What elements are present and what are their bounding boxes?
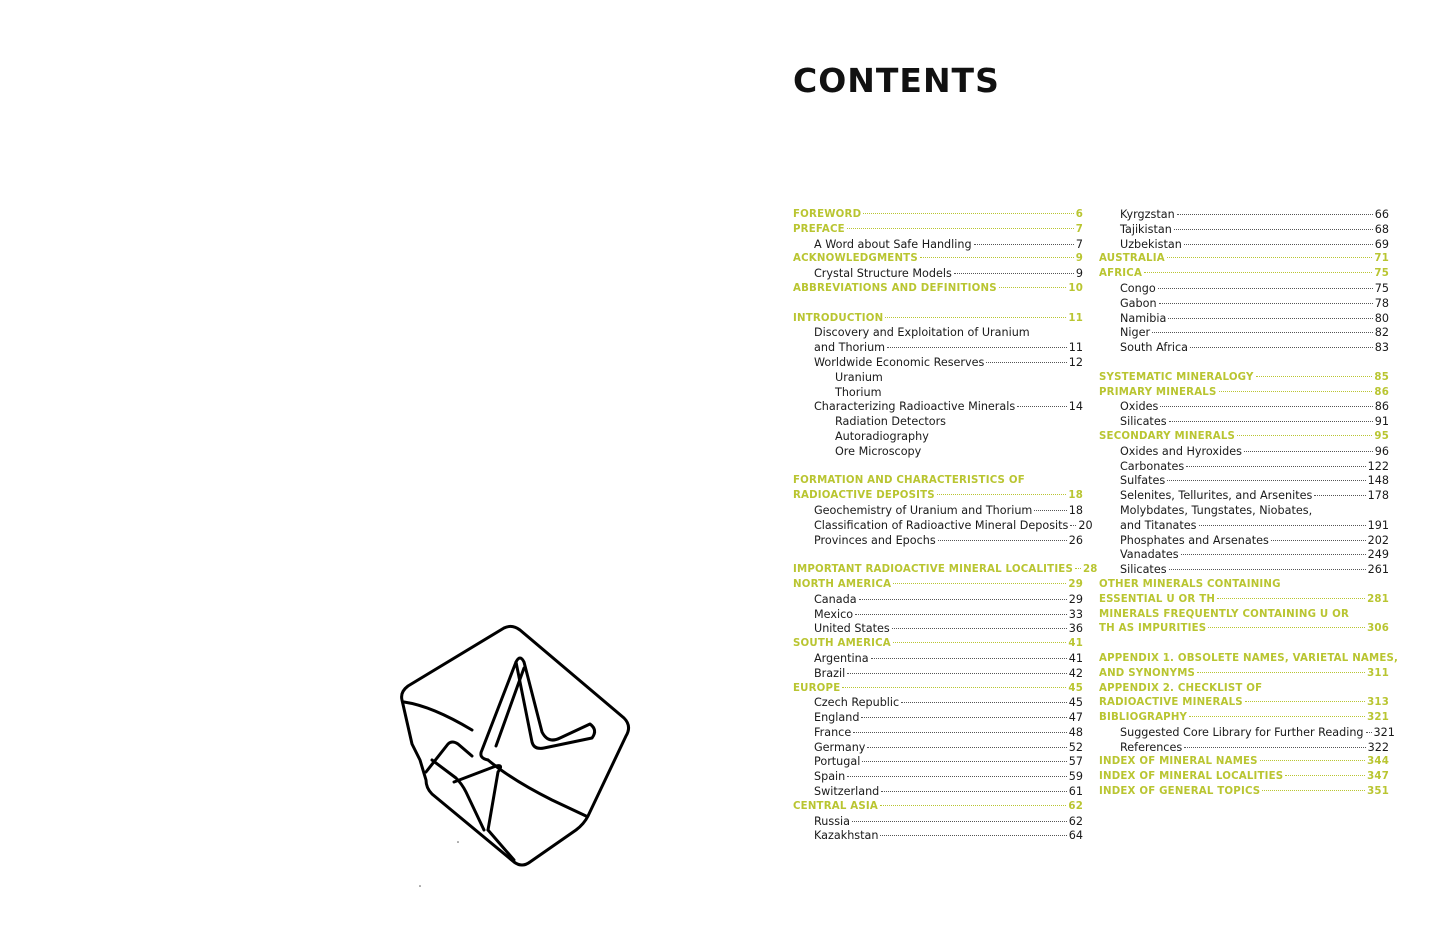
toc-page-number: 42 xyxy=(1068,666,1083,680)
toc-section-entry[interactable] xyxy=(793,489,1083,504)
toc-entry-title: SOUTH AMERICA xyxy=(793,638,891,650)
toc-dot-leader xyxy=(867,747,1066,748)
toc-entry-title: Sulfates xyxy=(1120,474,1166,488)
toc-entry-title: PREFACE xyxy=(793,223,845,235)
toc-dot-leader xyxy=(893,642,1067,643)
toc-spacer xyxy=(1099,356,1389,371)
toc-entry-title: Crystal Structure Models xyxy=(814,267,952,281)
toc-section-entry[interactable] xyxy=(793,800,1083,815)
toc-dot-leader xyxy=(852,821,1067,822)
toc-page-number: 321 xyxy=(1367,712,1389,724)
toc-entry-title: Niger xyxy=(1120,326,1151,340)
toc-column-left xyxy=(793,208,1098,844)
toc-dot-leader xyxy=(1208,627,1365,628)
toc-subsection-entry[interactable] xyxy=(1099,297,1389,312)
toc-page-number: 41 xyxy=(1068,651,1083,665)
toc-subsection-entry[interactable] xyxy=(1099,400,1389,415)
toc-page-number: 26 xyxy=(1068,533,1083,547)
toc-section-entry[interactable] xyxy=(1099,696,1389,711)
toc-entry-title: Phosphates and Arsenates xyxy=(1120,533,1269,547)
toc-page-number: 12 xyxy=(1068,355,1083,369)
toc-page-number: 95 xyxy=(1374,430,1389,442)
toc-entry-title: Discovery and Exploitation of Uranium xyxy=(814,326,1030,340)
toc-section-entry[interactable] xyxy=(1099,667,1389,682)
toc-subsection-entry[interactable] xyxy=(793,356,1083,371)
toc-dot-leader xyxy=(999,287,1067,288)
toc-page-number: 351 xyxy=(1367,786,1389,798)
toc-page-number: 9 xyxy=(1075,267,1083,281)
toc-page-number: 41 xyxy=(1068,638,1083,650)
toc-dot-leader xyxy=(1244,451,1373,452)
toc-dot-leader xyxy=(1169,421,1373,422)
toc-section-entry[interactable] xyxy=(793,578,1083,593)
toc-dot-leader xyxy=(1159,303,1373,304)
toc-page-number: 18 xyxy=(1068,503,1083,517)
toc-page-number: 29 xyxy=(1068,592,1083,606)
toc-entry-title: Ore Microscopy xyxy=(835,444,922,458)
toc-subsection-entry[interactable] xyxy=(793,445,1083,460)
toc-page-number: 14 xyxy=(1068,400,1083,414)
toc-spacer xyxy=(793,548,1083,563)
toc-subsection-entry[interactable] xyxy=(1099,548,1389,563)
toc-page-number: 85 xyxy=(1374,371,1389,383)
toc-section-entry[interactable] xyxy=(1099,608,1389,623)
toc-dot-leader xyxy=(938,540,1067,541)
toc-entry-title: Carbonates xyxy=(1120,459,1185,473)
toc-page-number: 313 xyxy=(1367,697,1389,709)
toc-subsection-entry[interactable] xyxy=(793,785,1083,800)
toc-section-entry[interactable] xyxy=(1099,770,1389,785)
toc-entry-title: ACKNOWLEDGMENTS xyxy=(793,253,918,265)
toc-section-entry[interactable] xyxy=(1099,371,1389,386)
toc-entry-title: Mexico xyxy=(814,607,854,621)
toc-section-entry[interactable] xyxy=(1099,711,1389,726)
toc-entry-title: ABBREVIATIONS AND DEFINITIONS xyxy=(793,282,997,294)
toc-section-entry[interactable] xyxy=(793,252,1083,267)
toc-entry-title: South Africa xyxy=(1120,341,1188,355)
toc-entry-title: Spain xyxy=(814,770,846,784)
toc-page-number: 202 xyxy=(1367,533,1389,547)
toc-section-entry[interactable] xyxy=(1099,267,1389,282)
toc-subsection-entry[interactable] xyxy=(1099,341,1389,356)
toc-subsection-entry[interactable] xyxy=(793,741,1083,756)
toc-page-number: 322 xyxy=(1367,740,1389,754)
toc-subsection-entry[interactable] xyxy=(793,696,1083,711)
toc-subsection-entry[interactable] xyxy=(793,815,1083,830)
toc-entry-title: INTRODUCTION xyxy=(793,312,884,324)
toc-page-number: 306 xyxy=(1367,623,1389,635)
toc-entry-title: Germany xyxy=(814,740,866,754)
toc-page-number: 80 xyxy=(1374,311,1389,325)
toc-spacer xyxy=(793,460,1083,475)
toc-subsection-entry[interactable] xyxy=(793,238,1083,253)
toc-entry-title: Kyrgzstan xyxy=(1120,208,1175,221)
toc-entry-title: Oxides and Hyroxides xyxy=(1120,444,1242,458)
toc-entry-title: MINERALS FREQUENTLY CONTAINING U OR xyxy=(1099,608,1350,620)
toc-subsection-entry[interactable] xyxy=(793,667,1083,682)
toc-entry-title: AND SYNONYMS xyxy=(1099,667,1196,679)
toc-page-number: 11 xyxy=(1068,341,1083,355)
toc-section-entry[interactable] xyxy=(1099,578,1389,593)
toc-section-entry[interactable] xyxy=(793,223,1083,238)
toc-entry-title: CENTRAL ASIA xyxy=(793,800,878,812)
toc-section-entry[interactable] xyxy=(1099,430,1389,445)
toc-dot-leader xyxy=(1366,732,1372,733)
toc-entry-title: Namibia xyxy=(1120,311,1167,325)
toc-entry-title: Tajikistan xyxy=(1120,222,1172,236)
toc-entry-title: Autoradiography xyxy=(835,429,929,443)
toc-dot-leader xyxy=(1160,406,1372,407)
toc-dot-leader xyxy=(893,583,1066,584)
toc-entry-title: FORMATION AND CHARACTERISTICS OF xyxy=(793,475,1025,487)
toc-entry-title: BIBLIOGRAPHY xyxy=(1099,712,1188,724)
toc-entry-title: Geochemistry of Uranium and Thorium xyxy=(814,503,1033,517)
toc-subsection-entry[interactable] xyxy=(1099,460,1389,475)
toc-entry-title: FOREWORD xyxy=(793,209,862,220)
toc-entry-title: Molybdates, Tungstates, Niobates, xyxy=(1120,503,1313,517)
toc-entry-title: ESSENTIAL U OR TH xyxy=(1099,593,1216,605)
toc-page-number: 347 xyxy=(1367,771,1389,783)
toc-page-number: 86 xyxy=(1374,400,1389,414)
toc-page-number: 91 xyxy=(1374,415,1389,429)
toc-dot-leader xyxy=(1034,510,1066,511)
toc-page-number: 11 xyxy=(1068,312,1083,324)
toc-section-entry[interactable] xyxy=(793,474,1083,489)
toc-entry-title: Congo xyxy=(1120,281,1156,295)
toc-dot-leader xyxy=(885,317,1066,318)
toc-page-number: 52 xyxy=(1068,740,1083,754)
toc-section-entry[interactable] xyxy=(793,637,1083,652)
toc-subsection-entry[interactable] xyxy=(793,400,1083,415)
crystal-drawing-icon xyxy=(392,620,637,872)
toc-subsection-entry[interactable] xyxy=(793,326,1083,341)
toc-section-entry[interactable] xyxy=(1099,252,1389,267)
toc-section-entry[interactable] xyxy=(1099,755,1389,770)
toc-dot-leader xyxy=(1181,554,1366,555)
toc-entry-title: A Word about Safe Handling xyxy=(814,237,972,251)
toc-dot-leader xyxy=(1186,466,1365,467)
toc-dot-leader xyxy=(881,791,1066,792)
toc-subsection-entry[interactable] xyxy=(793,593,1083,608)
toc-entry-title: References xyxy=(1120,740,1183,754)
toc-page-number: 68 xyxy=(1374,222,1389,236)
toc-entry-title: Silicates xyxy=(1120,415,1167,429)
toc-dot-leader xyxy=(1197,672,1365,673)
toc-page-number: 69 xyxy=(1374,237,1389,251)
toc-entry-title: France xyxy=(814,725,852,739)
toc-dot-leader xyxy=(853,732,1067,733)
toc-page-number: 6 xyxy=(1075,209,1083,220)
toc-page-number: 36 xyxy=(1068,622,1083,636)
toc-dot-leader xyxy=(880,835,1066,836)
toc-entry-title: Characterizing Radioactive Minerals xyxy=(814,400,1016,414)
toc-entry-title: NORTH AMERICA xyxy=(793,578,892,590)
toc-page-number: 148 xyxy=(1367,474,1389,488)
toc-subsection-entry[interactable] xyxy=(793,386,1083,401)
toc-subsection-entry[interactable] xyxy=(793,518,1093,534)
toc-section-entry[interactable] xyxy=(793,208,1083,223)
toc-subsection-entry[interactable] xyxy=(1099,725,1395,741)
toc-page-number: 178 xyxy=(1367,489,1389,503)
toc-dot-leader xyxy=(1152,332,1373,333)
toc-page-number: 191 xyxy=(1367,518,1389,532)
toc-entry-title: IMPORTANT RADIOACTIVE MINERAL LOCALITIES xyxy=(793,564,1074,576)
toc-page-number: 59 xyxy=(1068,770,1083,784)
toc-dot-leader xyxy=(1017,406,1067,407)
toc-section-entry[interactable] xyxy=(1099,785,1389,800)
toc-subsection-entry[interactable] xyxy=(793,608,1083,623)
toc-page-number: 29 xyxy=(1068,578,1083,590)
toc-page-number: 62 xyxy=(1068,814,1083,828)
toc-dot-leader xyxy=(1169,569,1366,570)
toc-dot-leader xyxy=(1167,257,1373,258)
toc-subsection-entry[interactable] xyxy=(793,430,1083,445)
toc-dot-leader xyxy=(901,702,1067,703)
toc-dot-leader xyxy=(1256,376,1373,377)
toc-entry-title: RADIOACTIVE MINERALS xyxy=(1099,697,1243,709)
toc-entry-title: PRIMARY MINERALS xyxy=(1099,386,1217,398)
toc-entry-title: Classification of Radioactive Mineral Deposits xyxy=(814,518,1069,532)
toc-dot-leader xyxy=(1158,288,1373,289)
toc-dot-leader xyxy=(974,244,1074,245)
toc-page-number: 57 xyxy=(1068,755,1083,769)
toc-subsection-entry[interactable] xyxy=(1099,474,1389,489)
toc-page-number: 61 xyxy=(1068,785,1083,799)
toc-dot-leader xyxy=(847,228,1074,229)
toc-section-entry[interactable] xyxy=(1099,682,1389,697)
toc-dot-leader xyxy=(920,257,1074,258)
toc-entry-title: Argentina xyxy=(814,651,869,665)
toc-subsection-entry[interactable] xyxy=(1099,223,1389,238)
toc-page-number: 48 xyxy=(1068,725,1083,739)
toc-page-number: 10 xyxy=(1068,282,1083,294)
toc-spacer xyxy=(793,297,1083,312)
toc-subsection-entry[interactable] xyxy=(793,415,1083,430)
toc-section-entry[interactable] xyxy=(1099,593,1389,608)
toc-page-number: 83 xyxy=(1374,341,1389,355)
toc-dot-leader xyxy=(871,658,1067,659)
toc-dot-leader xyxy=(1219,391,1373,392)
toc-subsection-entry[interactable] xyxy=(793,770,1083,785)
toc-dot-leader xyxy=(847,673,1067,674)
toc-dot-leader xyxy=(842,687,1066,688)
toc-subsection-entry[interactable] xyxy=(1099,445,1389,460)
toc-dot-leader xyxy=(1262,790,1365,791)
toc-subsection-entry[interactable] xyxy=(793,755,1083,770)
toc-dot-leader xyxy=(1260,760,1365,761)
toc-page-number: 33 xyxy=(1068,607,1083,621)
toc-section-entry[interactable] xyxy=(793,312,1083,327)
toc-entry-title: OTHER MINERALS CONTAINING xyxy=(1099,578,1281,590)
toc-section-entry[interactable] xyxy=(793,682,1083,697)
toc-entry-title: and Thorium xyxy=(814,341,886,355)
toc-page-number: 75 xyxy=(1374,268,1389,280)
toc-dot-leader xyxy=(1199,525,1366,526)
toc-page-number: 86 xyxy=(1374,386,1389,398)
toc-page-number: 122 xyxy=(1367,459,1389,473)
toc-dot-leader xyxy=(1184,747,1365,748)
toc-subsection-entry[interactable] xyxy=(793,829,1083,844)
toc-entry-title: Radiation Detectors xyxy=(835,415,947,429)
toc-page-number: 321 xyxy=(1373,725,1395,739)
toc-entry-title: Uzbekistan xyxy=(1120,237,1182,251)
toc-section-entry[interactable] xyxy=(793,282,1083,297)
toc-page-number: 47 xyxy=(1068,711,1083,725)
toc-dot-leader xyxy=(1189,716,1365,717)
toc-dot-leader xyxy=(1168,318,1372,319)
toc-entry-title: Switzerland xyxy=(814,785,880,799)
toc-entry-title: Thorium xyxy=(835,385,882,399)
toc-dot-leader xyxy=(887,347,1067,348)
toc-entry-title: Kazakhstan xyxy=(814,829,879,843)
toc-page-number: 78 xyxy=(1374,296,1389,310)
toc-dot-leader xyxy=(892,628,1067,629)
toc-entry-title: Worldwide Economic Reserves xyxy=(814,355,985,369)
toc-entry-title: Silicates xyxy=(1120,563,1167,577)
toc-subsection-entry[interactable] xyxy=(793,622,1083,637)
toc-dot-leader xyxy=(954,273,1074,274)
toc-subsection-entry[interactable] xyxy=(1099,741,1389,756)
toc-dot-leader xyxy=(861,717,1066,718)
toc-column-right xyxy=(1099,208,1399,800)
toc-dot-leader xyxy=(859,599,1067,600)
toc-section-entry[interactable] xyxy=(1099,622,1389,637)
toc-subsection-entry[interactable] xyxy=(1099,519,1389,534)
toc-section-entry[interactable] xyxy=(1099,652,1399,667)
toc-entry-title: SYSTEMATIC MINERALOGY xyxy=(1099,371,1254,383)
toc-entry-title: Suggested Core Library for Further Reading xyxy=(1120,725,1364,739)
toc-dot-leader xyxy=(1190,347,1373,348)
toc-dot-leader xyxy=(1237,435,1372,436)
toc-entry-title: Gabon xyxy=(1120,296,1157,310)
toc-dot-leader xyxy=(1285,775,1365,776)
toc-dot-leader xyxy=(1144,272,1372,273)
toc-subsection-entry[interactable] xyxy=(1099,563,1389,578)
toc-page-number: 281 xyxy=(1367,593,1389,605)
toc-page-number: 344 xyxy=(1367,756,1389,768)
toc-spacer xyxy=(1099,637,1389,652)
toc-subsection-entry[interactable] xyxy=(1099,282,1389,297)
toc-dot-leader xyxy=(855,614,1067,615)
toc-page-number: 249 xyxy=(1367,548,1389,562)
toc-subsection-entry[interactable] xyxy=(793,504,1083,519)
toc-entry-title: AFRICA xyxy=(1099,268,1143,280)
toc-entry-title: Brazil xyxy=(814,666,846,680)
toc-page-number: 18 xyxy=(1068,490,1083,502)
toc-subsection-entry[interactable] xyxy=(793,267,1083,282)
toc-subsection-entry[interactable] xyxy=(1099,208,1389,223)
page-title: CONTENTS xyxy=(793,61,1000,100)
toc-dot-leader xyxy=(847,776,1066,777)
toc-dot-leader xyxy=(1167,480,1365,481)
toc-page-number: 82 xyxy=(1374,326,1389,340)
toc-entry-title: EUROPE xyxy=(793,682,841,694)
toc-entry-title: England xyxy=(814,711,860,725)
toc-entry-title: Uranium xyxy=(835,370,883,384)
toc-subsection-entry[interactable] xyxy=(1099,238,1389,253)
toc-page-number: 64 xyxy=(1068,829,1083,843)
toc-dot-leader xyxy=(1177,214,1373,215)
toc-entry-title: APPENDIX 2. CHECKLIST OF xyxy=(1099,682,1263,694)
toc-entry-title: Vanadates xyxy=(1120,548,1179,562)
toc-dot-leader xyxy=(862,761,1066,762)
toc-subsection-entry[interactable] xyxy=(1099,489,1389,504)
toc-entry-title: and Titanates xyxy=(1120,518,1197,532)
toc-entry-title: Russia xyxy=(814,814,850,828)
toc-entry-title: INDEX OF GENERAL TOPICS xyxy=(1099,786,1261,798)
toc-subsection-entry[interactable] xyxy=(793,341,1083,356)
toc-subsection-entry[interactable] xyxy=(1099,534,1389,549)
toc-subsection-entry[interactable] xyxy=(1099,326,1389,341)
toc-dot-leader xyxy=(1174,229,1373,230)
toc-entry-title: Oxides xyxy=(1120,400,1159,414)
toc-entry-title: Portugal xyxy=(814,755,861,769)
toc-entry-title: Selenites, Tellurites, and Arsenites xyxy=(1120,489,1313,503)
toc-subsection-entry[interactable] xyxy=(1099,415,1389,430)
toc-subsection-entry[interactable] xyxy=(1099,504,1389,519)
toc-entry-title: RADIOACTIVE DEPOSITS xyxy=(793,490,935,502)
toc-page-number: 75 xyxy=(1374,281,1389,295)
toc-subsection-entry[interactable] xyxy=(793,711,1083,726)
toc-dot-leader xyxy=(1075,568,1081,569)
toc-page-number: 62 xyxy=(1068,800,1083,812)
toc-page-number: 66 xyxy=(1374,208,1389,221)
toc-subsection-entry[interactable] xyxy=(793,652,1083,667)
toc-entry-title: APPENDIX 1. OBSOLETE NAMES, VARIETAL NAMES, xyxy=(1099,652,1399,664)
toc-section-entry[interactable] xyxy=(1099,386,1389,401)
toc-page-number: 7 xyxy=(1075,237,1083,251)
toc-entry-title: Canada xyxy=(814,592,857,606)
toc-subsection-entry[interactable] xyxy=(793,726,1083,741)
toc-entry-title: TH AS IMPURITIES xyxy=(1099,623,1207,635)
toc-entry-title: Provinces and Epochs xyxy=(814,533,936,547)
toc-dot-leader xyxy=(863,213,1073,214)
toc-dot-leader xyxy=(880,805,1066,806)
toc-entry-title: SECONDARY MINERALS xyxy=(1099,430,1236,442)
toc-dot-leader xyxy=(1271,540,1366,541)
toc-subsection-entry[interactable] xyxy=(1099,312,1389,327)
toc-dot-leader xyxy=(1245,701,1365,702)
toc-entry-title: AUSTRALIA xyxy=(1099,253,1165,265)
toc-page-number: 261 xyxy=(1367,563,1389,577)
toc-dot-leader xyxy=(1070,525,1076,526)
toc-page-number: 71 xyxy=(1374,253,1389,265)
toc-section-entry[interactable] xyxy=(793,563,1098,578)
toc-page-number: 20 xyxy=(1078,518,1093,532)
toc-page-number: 28 xyxy=(1083,564,1098,576)
toc-page-number: 96 xyxy=(1374,444,1389,458)
toc-dot-leader xyxy=(937,494,1067,495)
toc-dot-leader xyxy=(986,362,1066,363)
toc-dot-leader xyxy=(1184,244,1373,245)
toc-page-number: 45 xyxy=(1068,682,1083,694)
toc-entry-title: INDEX OF MINERAL LOCALITIES xyxy=(1099,771,1284,783)
toc-subsection-entry[interactable] xyxy=(793,534,1083,549)
toc-dot-leader xyxy=(1217,598,1365,599)
toc-page-number: 7 xyxy=(1075,223,1083,235)
toc-entry-title: United States xyxy=(814,622,890,636)
toc-dot-leader xyxy=(1314,495,1365,496)
toc-page-number: 311 xyxy=(1367,667,1389,679)
toc-entry-title: INDEX OF MINERAL NAMES xyxy=(1099,756,1258,768)
toc-entry-title: Czech Republic xyxy=(814,696,900,710)
toc-page-number: 45 xyxy=(1068,696,1083,710)
toc-subsection-entry[interactable] xyxy=(793,371,1083,386)
toc-page-number: 9 xyxy=(1075,253,1083,265)
